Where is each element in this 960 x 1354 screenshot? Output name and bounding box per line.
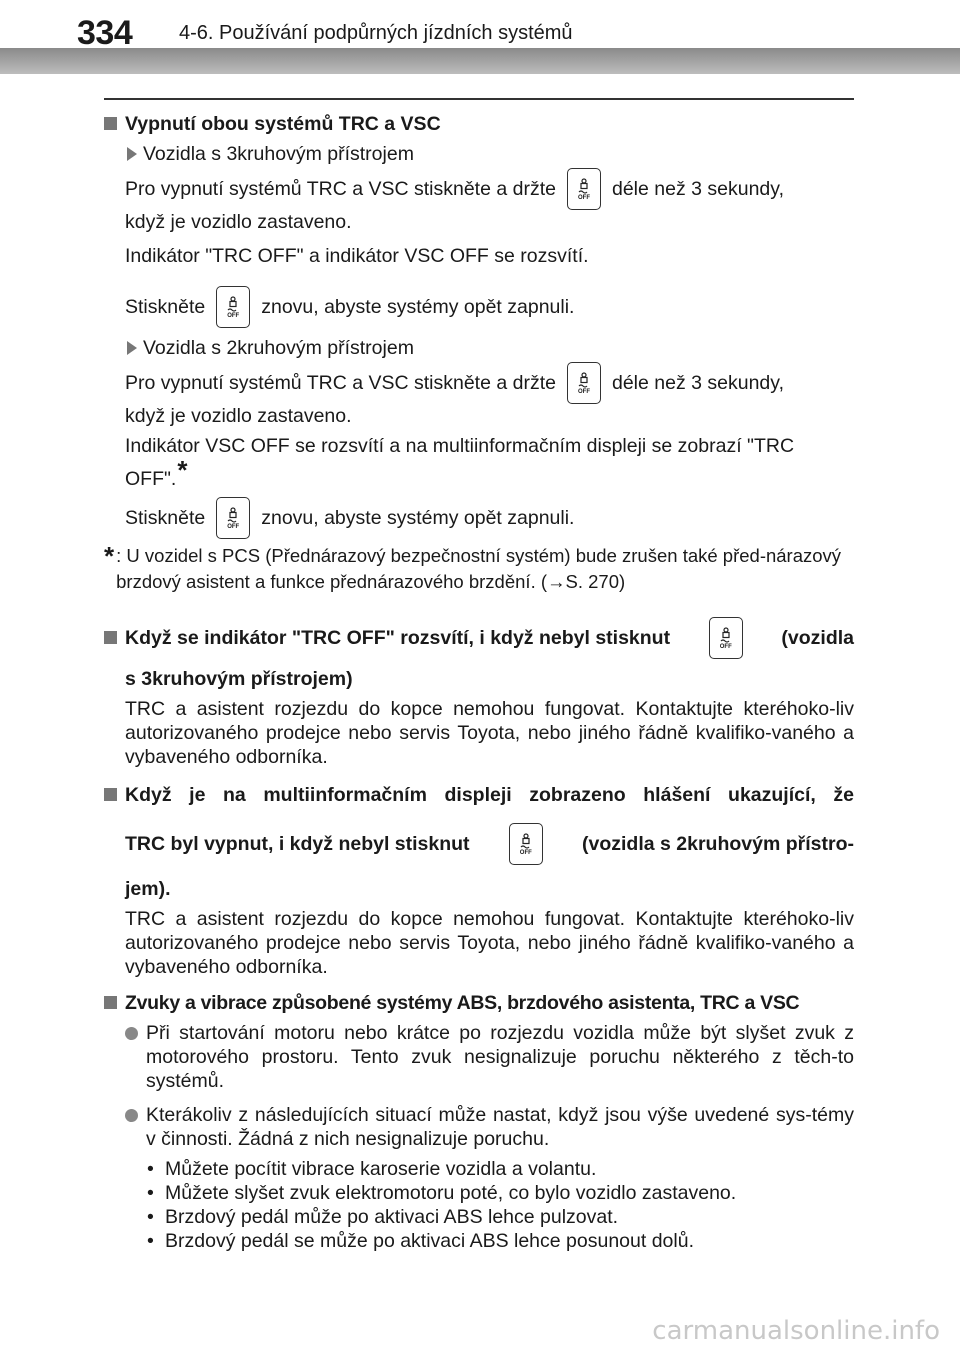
- page-header: [0, 0, 960, 76]
- vsc-off-button-icon: OFF: [509, 823, 543, 865]
- sounds-list: [104, 1021, 854, 1253]
- footnote-star: *: [104, 541, 115, 571]
- list-item: • Brzdový pedál se může po aktivaci ABS lehce posunout dolů.: [165, 1229, 854, 1253]
- header-bar: [0, 48, 960, 74]
- indicator-text: Indikátor VSC OFF se rozsvítí a na multiinformačním displeji se zobrazí "TRC: [125, 435, 795, 457]
- section-heading-sounds-vibrations: Zvuky a vibrace způsobené systémy ABS, brzdového asistenta, TRC a VSC: [104, 991, 854, 1015]
- chapter-title: 4-6. Používání podpůrných jízdních systémů: [179, 22, 573, 44]
- section-text: TRC a asistent rozjezdu do kopce nemohou fungovat. Kontaktujte kteréhoko-liv autorizovaného prodejce nebo servis Toyota, nebo jiného řádně kvalifiko-vaného a vybaveného odborníka.: [125, 908, 854, 978]
- footnote: * : U vozidel s PCS (Přednárazový bezpečnostní systém) bude zrušen také před-nárazový brzdový asistent a funkce přednárazového brzdění. (→S. 270): [104, 543, 854, 595]
- list-item: • Můžete pocítit vibrace karoserie vozidla a volantu.: [165, 1157, 854, 1181]
- list-item: • Můžete slyšet zvuk elektromotoru poté, co bylo vozidlo zastaveno.: [165, 1181, 854, 1205]
- indicator-text-2: OFF".*: [125, 455, 188, 490]
- circle-bullet-icon: [125, 1109, 138, 1122]
- triangle-bullet-icon: [127, 341, 137, 355]
- vsc-off-button-icon: OFF: [709, 617, 743, 659]
- vsc-off-button-icon: OFF: [567, 168, 601, 210]
- section-heading-display-message: Když je na multiinformačním displeji zobrazeno hlášení ukazující, že TRC byl vypnut, i když nebyl stisknut OFF (vozidla s 2kruhovým přístro- jem).: [104, 783, 854, 901]
- footnote-star: *: [177, 455, 188, 485]
- watermark: carmanualsonline.info: [652, 1316, 940, 1346]
- square-bullet-icon: [104, 117, 117, 130]
- re-enable-line: Stiskněte OFF znovu, abyste systémy opět zapnuli.: [125, 286, 854, 328]
- instruction-line-2: když je vozidlo zastaveno.: [125, 211, 352, 233]
- top-rule: [104, 98, 854, 100]
- situation-list: [125, 1157, 854, 1253]
- section-text: TRC a asistent rozjezdu do kopce nemohou fungovat. Kontaktujte kteréhoko-liv autorizovaného prodejce nebo servis Toyota, nebo jiného řádně kvalifiko-vaného a vybaveného odborníka.: [125, 698, 854, 768]
- indicator-text: Indikátor "TRC OFF" a indikátor VSC OFF se rozsvítí.: [125, 245, 589, 267]
- re-enable-line: Stiskněte OFF znovu, abyste systémy opět zapnuli.: [125, 497, 854, 539]
- square-bullet-icon: [104, 996, 117, 1009]
- list-item: • Brzdový pedál může po aktivaci ABS lehce pulzovat.: [165, 1205, 854, 1229]
- subsection-title: Vozidla s 2kruhovým přístrojem: [125, 336, 854, 360]
- list-item: Při startování motoru nebo krátce po rozjezdu vozidla může být slyšet zvuk z motorového prostoru. Tento zvuk nesignalizuje poruchu některého z těch-to systémů.: [125, 1021, 854, 1093]
- page-number: 334: [77, 14, 133, 52]
- instruction-line: Pro vypnutí systémů TRC a VSC stiskněte a držte OFF déle než 3 sekundy,: [125, 168, 854, 210]
- vsc-off-button-icon: OFF: [216, 286, 250, 328]
- square-bullet-icon: [104, 788, 117, 801]
- triangle-bullet-icon: [127, 147, 137, 161]
- vsc-off-button-icon: OFF: [567, 362, 601, 404]
- section-heading-disable-trc-vsc: Vypnutí obou systémů TRC a VSC: [104, 112, 854, 136]
- instruction-line-2: když je vozidlo zastaveno.: [125, 405, 352, 427]
- circle-bullet-icon: [125, 1027, 138, 1040]
- subsection-title: Vozidla s 3kruhovým přístrojem: [125, 142, 854, 166]
- instruction-line: Pro vypnutí systémů TRC a VSC stiskněte a držte OFF déle než 3 sekundy,: [125, 362, 854, 404]
- page-content: [104, 106, 854, 1253]
- list-item: Kterákoliv z následujících situací může nastat, když jsou výše uvedené sys-témy v činnosti. Žádná z nich nesignalizuje poruchu.: [125, 1103, 854, 1151]
- section-heading-trc-off-lit: Když se indikátor "TRC OFF" rozsvítí, i když nebyl stisknut OFF (vozidla s 3kruhovým přístrojem): [104, 617, 854, 691]
- subsection-3-dial: [104, 142, 854, 539]
- square-bullet-icon: [104, 631, 117, 644]
- vsc-off-button-icon: OFF: [216, 497, 250, 539]
